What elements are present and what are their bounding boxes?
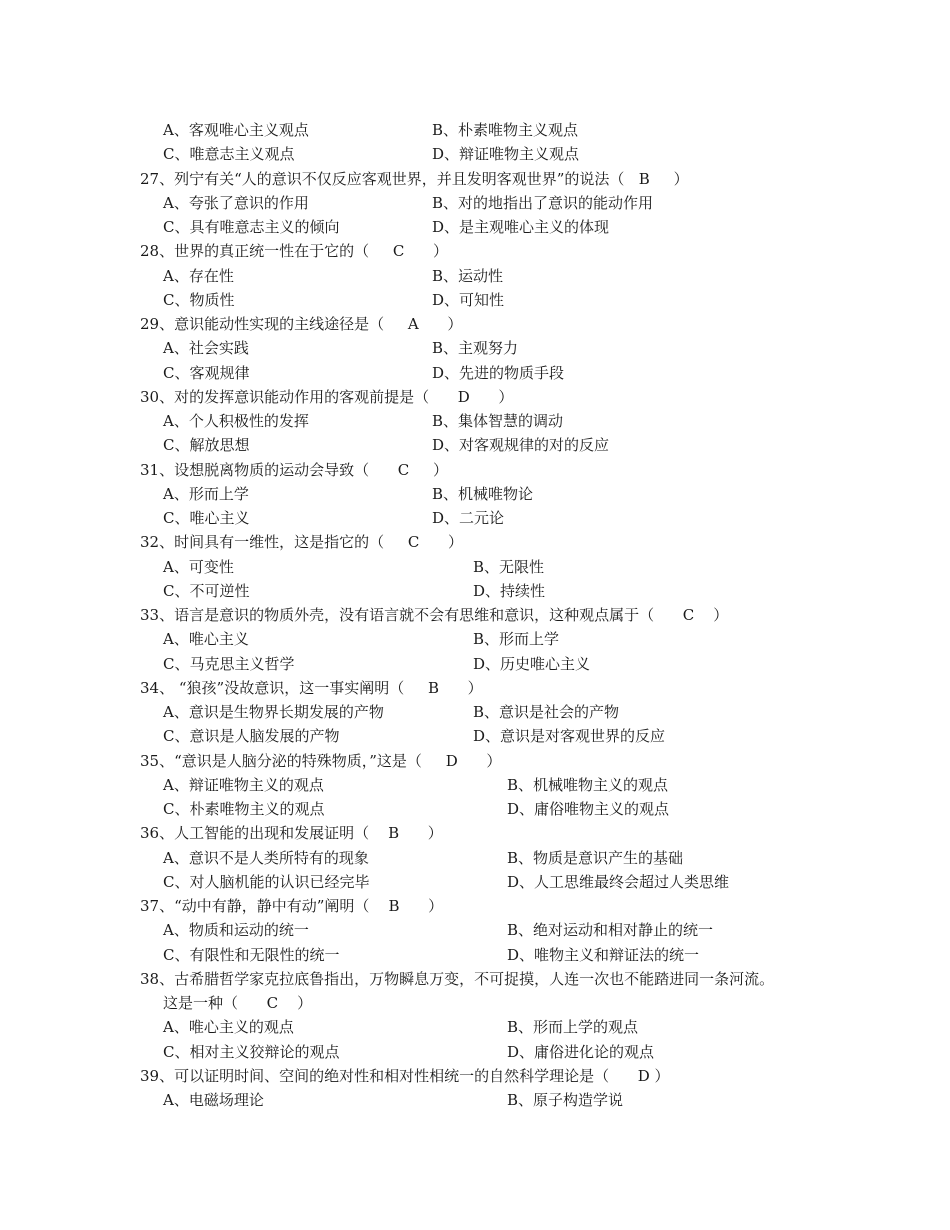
answer-option: D、意识是对客观世界的反应 xyxy=(473,727,666,745)
answer-option: A、形而上学 xyxy=(163,485,249,503)
answer-option: B、原子构造学说 xyxy=(507,1091,624,1109)
answer-option: D、人工思维最终会超过人类思维 xyxy=(507,873,730,891)
answer-option: A、社会实践 xyxy=(163,339,249,357)
answer-option: D、二元论 xyxy=(432,509,505,527)
answer-option: D、历史唯心主义 xyxy=(473,655,591,673)
question-text: 32、时间具有一维性，这是指它的（ C ） xyxy=(140,533,464,551)
answer-option: A、唯心主义 xyxy=(163,630,249,648)
answer-option: C、客观规律 xyxy=(163,364,250,382)
answer-option: A、存在性 xyxy=(163,267,234,285)
answer-option: A、客观唯心主义观点 xyxy=(163,121,309,139)
answer-option: D、是主观唯心主义的体现 xyxy=(432,218,610,236)
answer-option: C、具有唯意志主义的倾向 xyxy=(163,218,340,236)
answer-option: C、对人脑机能的认识已经完毕 xyxy=(163,873,370,891)
answer-option: C、有限性和无限性的统一 xyxy=(163,946,340,964)
answer-option: B、物质是意识产生的基础 xyxy=(507,849,684,867)
answer-option: B、机械唯物主义的观点 xyxy=(507,776,669,794)
answer-option: B、主观努力 xyxy=(432,339,519,357)
answer-option: A、意识不是人类所特有的现象 xyxy=(163,849,369,867)
question-text: 34、 “狼孩”没故意识，这一事实阐明（ B ） xyxy=(140,679,483,697)
question-text: 37、“动中有静，静中有动”阐明（ B ） xyxy=(140,897,444,915)
answer-option: C、不可逆性 xyxy=(163,582,250,600)
answer-option: B、运动性 xyxy=(432,267,504,285)
answer-option: D、先进的物质手段 xyxy=(432,364,565,382)
answer-option: D、可知性 xyxy=(432,291,505,309)
answer-option: D、持续性 xyxy=(473,582,546,600)
answer-option: D、辩证唯物主义观点 xyxy=(432,145,580,163)
answer-option: B、无限性 xyxy=(473,558,545,576)
answer-option: B、形而上学的观点 xyxy=(507,1018,639,1036)
answer-option: A、唯心主义的观点 xyxy=(163,1018,294,1036)
answer-option: D、庸俗唯物主义的观点 xyxy=(507,800,670,818)
answer-option: C、解放思想 xyxy=(163,436,250,454)
question-text: 38、古希腊哲学家克拉底鲁指出，万物瞬息万变，不可捉摸，人连一次也不能踏进同一条河流。 xyxy=(140,970,775,988)
question-text: 28、世界的真正统一性在于它的（ C ） xyxy=(140,242,449,260)
answer-option: C、意识是人脑发展的产物 xyxy=(163,727,340,745)
answer-option: A、夸张了意识的作用 xyxy=(163,194,309,212)
answer-option: A、电磁场理论 xyxy=(163,1091,264,1109)
answer-option: A、个人积极性的发挥 xyxy=(163,412,309,430)
answer-option: D、庸俗进化论的观点 xyxy=(507,1043,655,1061)
question-text-continued: 这是一种（ C ） xyxy=(163,994,313,1012)
answer-option: C、唯意志主义观点 xyxy=(163,145,295,163)
question-text: 36、人工智能的出现和发展证明（ B ） xyxy=(140,824,443,842)
answer-option: B、绝对运动和相对静止的统一 xyxy=(507,921,714,939)
question-text: 33、语言是意识的物质外壳，没有语言就不会有思维和意识，这种观点属于（ C ） xyxy=(140,606,729,624)
question-text: 27、列宁有关“人的意识不仅反应客观世界，并且发明客观世界”的说法（ B ） xyxy=(140,170,689,188)
answer-option: B、意识是社会的产物 xyxy=(473,703,620,721)
answer-option: C、相对主义狡辩论的观点 xyxy=(163,1043,340,1061)
answer-option: A、可变性 xyxy=(163,558,234,576)
answer-option: B、集体智慧的调动 xyxy=(432,412,564,430)
question-text: 35、“意识是人脑分泌的特殊物质，”这是（ D ） xyxy=(140,752,502,770)
answer-option: A、意识是生物界长期发展的产物 xyxy=(163,703,384,721)
question-text: 29、意识能动性实现的主线途径是（ A ） xyxy=(140,315,463,333)
question-text: 31、设想脱离物质的运动会导致（ C ） xyxy=(140,461,449,479)
answer-option: D、唯物主义和辩证法的统一 xyxy=(507,946,700,964)
answer-option: C、朴素唯物主义的观点 xyxy=(163,800,325,818)
answer-option: B、对的地指出了意识的能动作用 xyxy=(432,194,654,212)
answer-option: D、对客观规律的对的反应 xyxy=(432,436,610,454)
answer-option: A、物质和运动的统一 xyxy=(163,921,309,939)
answer-option: C、马克思主义哲学 xyxy=(163,655,295,673)
answer-option: B、朴素唯物主义观点 xyxy=(432,121,579,139)
question-text: 30、对的发挥意识能动作用的客观前提是（ D ） xyxy=(140,388,514,406)
answer-option: C、唯心主义 xyxy=(163,509,250,527)
answer-option: B、形而上学 xyxy=(473,630,560,648)
question-text: 39、可以证明时间、空间的绝对性和相对性相统一的自然科学理论是（ D ） xyxy=(140,1067,670,1085)
answer-option: B、机械唯物论 xyxy=(432,485,534,503)
answer-option: A、辩证唯物主义的观点 xyxy=(163,776,324,794)
answer-option: C、物质性 xyxy=(163,291,235,309)
